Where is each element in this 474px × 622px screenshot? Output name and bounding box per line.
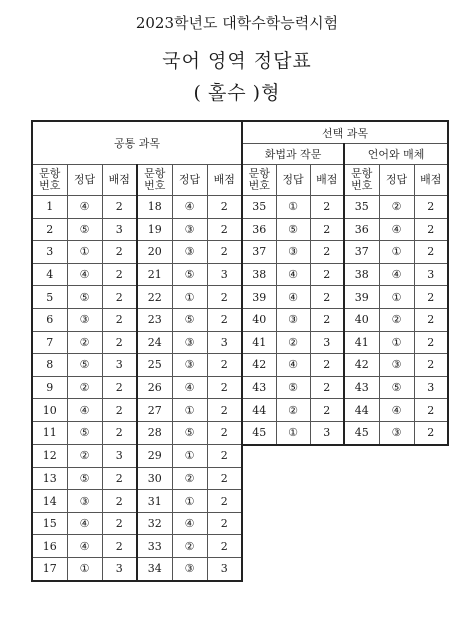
points-value: 2 <box>102 308 137 331</box>
points-value: 3 <box>310 331 344 354</box>
question-number: 11 <box>32 421 67 444</box>
points-value: 2 <box>207 196 242 219</box>
points-value: 2 <box>207 445 242 468</box>
answer-value: ② <box>379 308 414 331</box>
question-number: 38 <box>242 263 276 286</box>
empty-cell <box>379 558 414 581</box>
question-number: 2 <box>32 218 67 241</box>
points-value: 2 <box>310 286 344 309</box>
question-number: 10 <box>32 399 67 422</box>
points-value: 2 <box>310 399 344 422</box>
points-value: 2 <box>102 286 137 309</box>
answer-value: ④ <box>276 354 310 377</box>
question-number: 27 <box>137 399 172 422</box>
answer-value: ① <box>172 445 207 468</box>
answer-value: ④ <box>172 196 207 219</box>
question-number: 26 <box>137 376 172 399</box>
points-value: 3 <box>207 263 242 286</box>
table-row <box>32 308 448 331</box>
question-number: 19 <box>137 218 172 241</box>
col-header-number: 문항 번호 <box>137 165 172 196</box>
answer-value: ⑤ <box>172 421 207 444</box>
question-number: 33 <box>137 535 172 558</box>
empty-cell <box>310 535 344 558</box>
answer-value: ③ <box>172 354 207 377</box>
question-number: 5 <box>32 286 67 309</box>
question-number: 42 <box>344 354 379 377</box>
answer-value: ⑤ <box>172 263 207 286</box>
col-header-points: 배점 <box>414 165 448 196</box>
col-header-points: 배점 <box>310 165 344 196</box>
question-number: 37 <box>344 241 379 264</box>
question-number: 17 <box>32 558 67 581</box>
answer-value: ⑤ <box>67 467 102 490</box>
empty-cell <box>379 467 414 490</box>
points-value: 3 <box>414 376 448 399</box>
answer-value: ③ <box>67 490 102 513</box>
answer-value: ③ <box>172 558 207 581</box>
page-subtitle <box>0 78 474 105</box>
answer-value: ① <box>379 286 414 309</box>
points-value: 2 <box>414 354 448 377</box>
answer-value: ④ <box>276 263 310 286</box>
col-header-answer: 정답 <box>379 165 414 196</box>
points-value: 2 <box>310 354 344 377</box>
answer-value: ⑤ <box>67 286 102 309</box>
points-value: 2 <box>207 535 242 558</box>
question-number: 21 <box>137 263 172 286</box>
question-number: 40 <box>344 308 379 331</box>
points-value: 2 <box>102 399 137 422</box>
points-value: 2 <box>310 218 344 241</box>
question-number: 9 <box>32 376 67 399</box>
empty-cell <box>344 535 379 558</box>
answer-value: ③ <box>67 308 102 331</box>
answer-value: ③ <box>276 241 310 264</box>
points-value: 2 <box>414 331 448 354</box>
empty-cell <box>414 467 448 490</box>
empty-cell <box>242 490 276 513</box>
empty-cell <box>310 445 344 468</box>
empty-cell <box>310 512 344 535</box>
col-header-answer: 정답 <box>172 165 207 196</box>
empty-cell <box>414 445 448 468</box>
answer-value: ⑤ <box>172 308 207 331</box>
table-row <box>32 399 448 422</box>
points-value: 2 <box>102 467 137 490</box>
question-number: 7 <box>32 331 67 354</box>
empty-cell <box>344 512 379 535</box>
question-number: 35 <box>344 196 379 219</box>
answer-value: ② <box>379 196 414 219</box>
col-header-points: 배점 <box>207 165 242 196</box>
subtitle-open: ( <box>193 82 202 104</box>
question-number: 4 <box>32 263 67 286</box>
answer-value: ⑤ <box>276 376 310 399</box>
col-header-answer: 정답 <box>276 165 310 196</box>
answer-value: ④ <box>67 399 102 422</box>
question-number: 40 <box>242 308 276 331</box>
question-number: 13 <box>32 467 67 490</box>
empty-cell <box>242 467 276 490</box>
col-header-points: 배점 <box>102 165 137 196</box>
question-number: 44 <box>242 399 276 422</box>
question-number: 43 <box>344 376 379 399</box>
points-value: 2 <box>102 535 137 558</box>
question-number: 42 <box>242 354 276 377</box>
points-value: 2 <box>414 218 448 241</box>
question-number: 34 <box>137 558 172 581</box>
empty-cell <box>310 490 344 513</box>
answer-value: ② <box>67 445 102 468</box>
question-number: 43 <box>242 376 276 399</box>
empty-cell <box>344 558 379 581</box>
elective-a-header: 화법과 작문 <box>242 144 344 165</box>
answer-value: ④ <box>172 376 207 399</box>
empty-cell <box>344 445 379 468</box>
answer-value: ② <box>172 535 207 558</box>
answer-value: ① <box>67 241 102 264</box>
points-value: 2 <box>207 490 242 513</box>
answer-value: ③ <box>276 308 310 331</box>
answer-value: ② <box>67 331 102 354</box>
points-value: 2 <box>310 376 344 399</box>
points-value: 2 <box>207 421 242 444</box>
points-value: 2 <box>102 421 137 444</box>
table-row <box>32 263 448 286</box>
empty-cell <box>414 558 448 581</box>
table-row <box>32 490 448 513</box>
answer-value: ① <box>67 558 102 581</box>
answer-value: ③ <box>172 241 207 264</box>
table-row <box>32 535 448 558</box>
empty-cell <box>242 445 276 468</box>
points-value: 2 <box>310 241 344 264</box>
table-row <box>32 512 448 535</box>
question-number: 31 <box>137 490 172 513</box>
empty-cell <box>344 490 379 513</box>
points-value: 2 <box>414 286 448 309</box>
question-number: 6 <box>32 308 67 331</box>
question-number: 41 <box>344 331 379 354</box>
empty-cell <box>414 490 448 513</box>
empty-cell <box>242 558 276 581</box>
table-row <box>32 354 448 377</box>
points-value: 2 <box>414 399 448 422</box>
points-value: 3 <box>414 263 448 286</box>
points-value: 2 <box>102 263 137 286</box>
question-number: 45 <box>242 421 276 444</box>
empty-cell <box>276 467 310 490</box>
question-number: 18 <box>137 196 172 219</box>
empty-cell <box>310 558 344 581</box>
answer-value: ⑤ <box>67 354 102 377</box>
table-row <box>32 421 448 444</box>
page-title: 국어 영역 정답표 <box>162 50 312 72</box>
empty-cell <box>276 445 310 468</box>
empty-cell <box>379 490 414 513</box>
answer-value: ① <box>276 196 310 219</box>
question-number: 30 <box>137 467 172 490</box>
question-number: 41 <box>242 331 276 354</box>
exam-type: 홀수 <box>207 82 247 104</box>
elective-subject-header: 선택 과목 <box>242 121 448 144</box>
question-number: 3 <box>32 241 67 264</box>
question-number: 36 <box>242 218 276 241</box>
points-value: 2 <box>207 241 242 264</box>
question-number: 25 <box>137 354 172 377</box>
col-header-number: 문항 번호 <box>344 165 379 196</box>
points-value: 2 <box>102 490 137 513</box>
question-number: 24 <box>137 331 172 354</box>
answer-value: ④ <box>67 512 102 535</box>
points-value: 2 <box>207 218 242 241</box>
points-value: 3 <box>102 218 137 241</box>
answer-value: ④ <box>67 535 102 558</box>
points-value: 2 <box>207 286 242 309</box>
answer-value: ① <box>172 490 207 513</box>
answer-table <box>31 120 449 582</box>
answer-value: ① <box>172 399 207 422</box>
points-value: 2 <box>310 196 344 219</box>
answer-value: ② <box>276 331 310 354</box>
empty-cell <box>379 445 414 468</box>
question-number: 20 <box>137 241 172 264</box>
answer-value: ④ <box>67 263 102 286</box>
empty-cell <box>242 512 276 535</box>
points-value: 3 <box>310 421 344 444</box>
question-number: 1 <box>32 196 67 219</box>
answer-value: ⑤ <box>276 218 310 241</box>
points-value: 2 <box>207 376 242 399</box>
table-row <box>32 218 448 241</box>
answer-value: ⑤ <box>379 376 414 399</box>
points-value: 2 <box>207 354 242 377</box>
points-value: 3 <box>102 558 137 581</box>
answer-value: ④ <box>379 218 414 241</box>
answer-value: ④ <box>276 286 310 309</box>
answer-value: ③ <box>379 421 414 444</box>
points-value: 2 <box>207 399 242 422</box>
question-number: 39 <box>344 286 379 309</box>
answer-value: ④ <box>172 512 207 535</box>
question-number: 37 <box>242 241 276 264</box>
points-value: 2 <box>414 241 448 264</box>
answer-value: ② <box>276 399 310 422</box>
answer-value: ① <box>379 241 414 264</box>
question-number: 22 <box>137 286 172 309</box>
points-value: 2 <box>310 263 344 286</box>
points-value: 3 <box>207 331 242 354</box>
empty-cell <box>310 467 344 490</box>
table-row <box>32 445 448 468</box>
empty-cell <box>276 512 310 535</box>
points-value: 2 <box>310 308 344 331</box>
points-value: 2 <box>207 467 242 490</box>
points-value: 2 <box>102 331 137 354</box>
table-row <box>32 196 448 219</box>
empty-cell <box>276 558 310 581</box>
empty-cell <box>242 535 276 558</box>
answer-value: ② <box>172 467 207 490</box>
empty-cell <box>414 512 448 535</box>
question-number: 28 <box>137 421 172 444</box>
question-number: 32 <box>137 512 172 535</box>
question-number: 44 <box>344 399 379 422</box>
points-value: 2 <box>102 376 137 399</box>
col-header-number: 문항 번호 <box>242 165 276 196</box>
answer-value: ③ <box>379 354 414 377</box>
question-number: 15 <box>32 512 67 535</box>
question-number: 8 <box>32 354 67 377</box>
points-value: 2 <box>414 308 448 331</box>
empty-cell <box>379 512 414 535</box>
question-number: 23 <box>137 308 172 331</box>
empty-cell <box>414 535 448 558</box>
empty-cell <box>276 490 310 513</box>
answer-value: ② <box>67 376 102 399</box>
question-number: 45 <box>344 421 379 444</box>
elective-b-header: 언어와 매체 <box>344 144 448 165</box>
common-subject-header: 공통 과목 <box>32 121 242 165</box>
table-row <box>32 467 448 490</box>
question-number: 29 <box>137 445 172 468</box>
answer-value: ④ <box>67 196 102 219</box>
points-value: 2 <box>207 308 242 331</box>
points-value: 2 <box>102 241 137 264</box>
points-value: 2 <box>414 421 448 444</box>
points-value: 2 <box>414 196 448 219</box>
question-number: 39 <box>242 286 276 309</box>
answer-value: ③ <box>172 218 207 241</box>
answer-value: ⑤ <box>67 421 102 444</box>
question-number: 12 <box>32 445 67 468</box>
answer-value: ① <box>172 286 207 309</box>
points-value: 2 <box>207 512 242 535</box>
answer-value: ① <box>276 421 310 444</box>
question-number: 38 <box>344 263 379 286</box>
answer-value: ④ <box>379 263 414 286</box>
table-row <box>32 241 448 264</box>
answer-value: ③ <box>172 331 207 354</box>
subtitle-close: )형 <box>252 82 281 104</box>
points-value: 2 <box>102 196 137 219</box>
answer-value: ① <box>379 331 414 354</box>
points-value: 3 <box>102 354 137 377</box>
answer-value: ④ <box>379 399 414 422</box>
empty-cell <box>379 535 414 558</box>
table-row <box>32 376 448 399</box>
empty-cell <box>344 467 379 490</box>
question-number: 36 <box>344 218 379 241</box>
points-value: 3 <box>207 558 242 581</box>
empty-cell <box>276 535 310 558</box>
question-number: 14 <box>32 490 67 513</box>
points-value: 2 <box>102 512 137 535</box>
exam-year-title: 2023학년도 대학수학능력시험 <box>135 14 339 32</box>
col-header-number: 문항 번호 <box>32 165 67 196</box>
question-number: 35 <box>242 196 276 219</box>
points-value: 3 <box>102 445 137 468</box>
table-row <box>32 558 448 581</box>
table-row <box>32 331 448 354</box>
answer-value: ⑤ <box>67 218 102 241</box>
col-header-answer: 정답 <box>67 165 102 196</box>
table-row <box>32 286 448 309</box>
question-number: 16 <box>32 535 67 558</box>
